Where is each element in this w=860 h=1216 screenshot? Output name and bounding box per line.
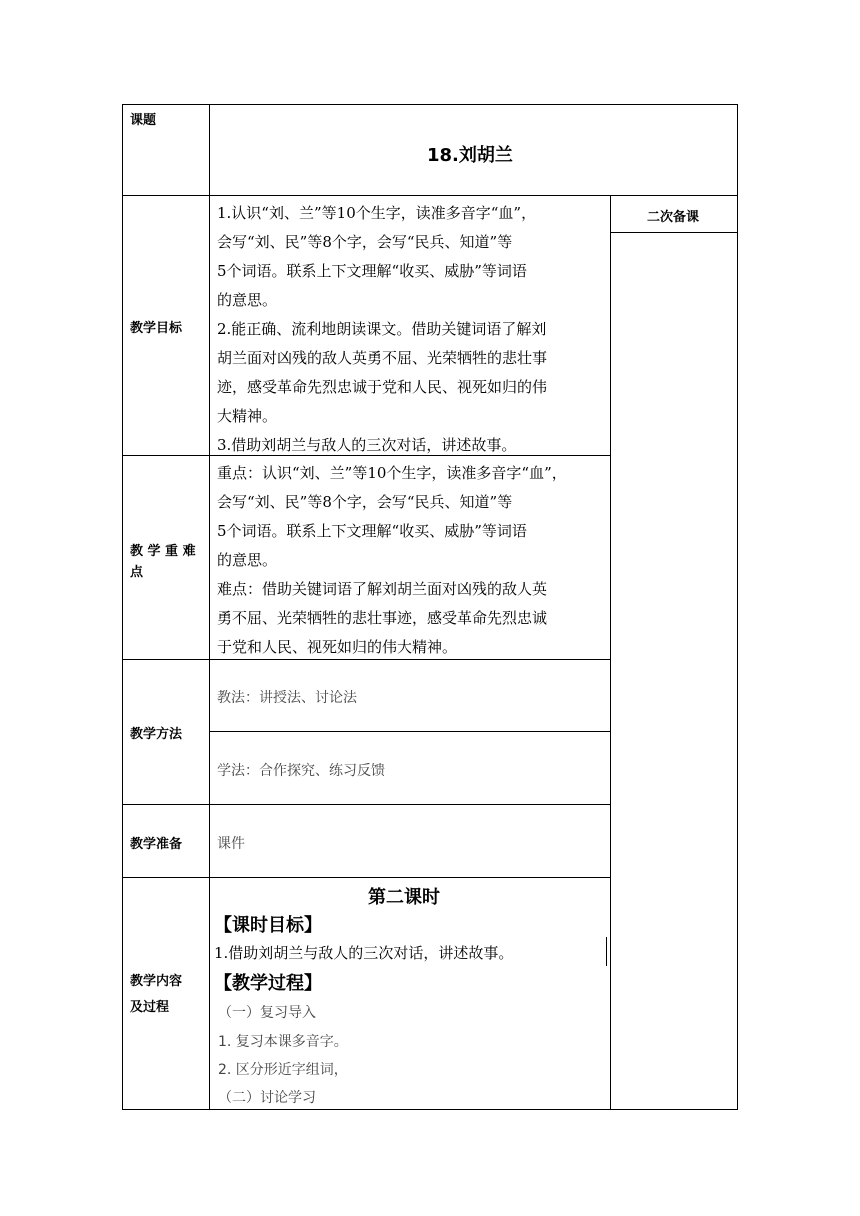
goals-line: 迹，感受革命先烈忠诚于党和人民、视死如归的伟 <box>217 378 548 396</box>
goals-line: 的意思。 <box>217 291 278 309</box>
row-divider-methods <box>122 804 610 805</box>
keypoints-line: 5个词语。联系上下文理解“收买、威胁”等词语 <box>217 522 527 540</box>
row-divider-methods-inner <box>209 731 610 732</box>
goals-line: 1.认识“刘、兰”等10个生字，读准多音字“血”， <box>217 204 537 222</box>
keypoints-line: 勇不屈、光荣牺牲的悲壮事迹，感受革命先烈忠诚 <box>217 609 548 627</box>
row-divider-title <box>122 195 738 196</box>
table-right-border <box>737 104 738 1110</box>
objective-text: 1.借助刘胡兰与敌人的三次对话，讲述故事。 <box>214 944 514 962</box>
process-item-1: 1. 复习本课多音字。 <box>218 1034 348 1050</box>
keypoints-line: 于党和人民、视死如归的伟大精神。 <box>217 638 458 656</box>
session-heading: 第二课时 <box>368 887 440 908</box>
lesson-title: 18.刘胡兰 <box>427 145 513 166</box>
learning-method: 学法：合作探究、练习反馈 <box>217 763 385 779</box>
preparation-value: 课件 <box>217 836 245 852</box>
goals-line: 大精神。 <box>217 407 278 425</box>
process-heading: 【教学过程】 <box>214 973 322 994</box>
table-bottom-border <box>122 1109 738 1110</box>
label-preparation: 教学准备 <box>130 837 183 852</box>
goals-line: 2.能正确、流利地朗读课文。借助关键词语了解刘 <box>217 320 547 338</box>
side-header-divider <box>610 232 738 233</box>
side-column-divider <box>610 195 611 1110</box>
keypoints-line: 的意思。 <box>217 551 278 569</box>
label-keypoints-line2: 点 <box>130 565 144 580</box>
key-difficult-points-text <box>217 459 567 662</box>
table-left-border <box>122 104 123 1110</box>
process-item-2: 2. 区分形近字组词， <box>218 1062 348 1078</box>
label-content-line2: 及过程 <box>130 1000 170 1015</box>
label-title: 课题 <box>130 113 157 128</box>
process-step-review: （一）复习导入 <box>218 1005 316 1021</box>
teaching-method: 教法：讲授法、讨论法 <box>217 690 357 706</box>
table-top-border <box>122 104 738 105</box>
label-keypoints-line1: 教 学 重 难 <box>130 544 196 559</box>
label-content-line1: 教学内容 <box>130 974 183 989</box>
row-divider-prep <box>122 877 610 878</box>
keypoints-line: 重点：认识“刘、兰”等10个生字，读准多音字“血”， <box>217 464 567 482</box>
label-goals: 教学目标 <box>130 321 183 336</box>
keypoints-line: 会写“刘、民”等8个字，会写“民兵、知道”等 <box>217 493 513 511</box>
goals-line: 胡兰面对凶残的敌人英勇不屈、光荣牺牲的悲壮事 <box>217 349 548 367</box>
content-inner-right-border <box>606 937 607 966</box>
keypoints-line: 难点：借助关键词语了解刘胡兰面对凶残的敌人英 <box>217 580 548 598</box>
process-step-discussion: （二）讨论学习 <box>218 1090 316 1106</box>
goals-line: 3.借助刘胡兰与敌人的三次对话，讲述故事。 <box>217 436 517 454</box>
label-methods: 教学方法 <box>130 727 183 742</box>
teaching-goals-text <box>217 199 547 460</box>
goals-line: 5个词语。联系上下文理解“收买、威胁”等词语 <box>217 262 527 280</box>
label-column-divider <box>209 104 210 1110</box>
goals-line: 会写“刘、民”等8个字，会写“民兵、知道”等 <box>217 233 513 251</box>
objective-heading: 【课时目标】 <box>214 915 322 936</box>
second-prep-header: 二次备课 <box>647 210 700 225</box>
